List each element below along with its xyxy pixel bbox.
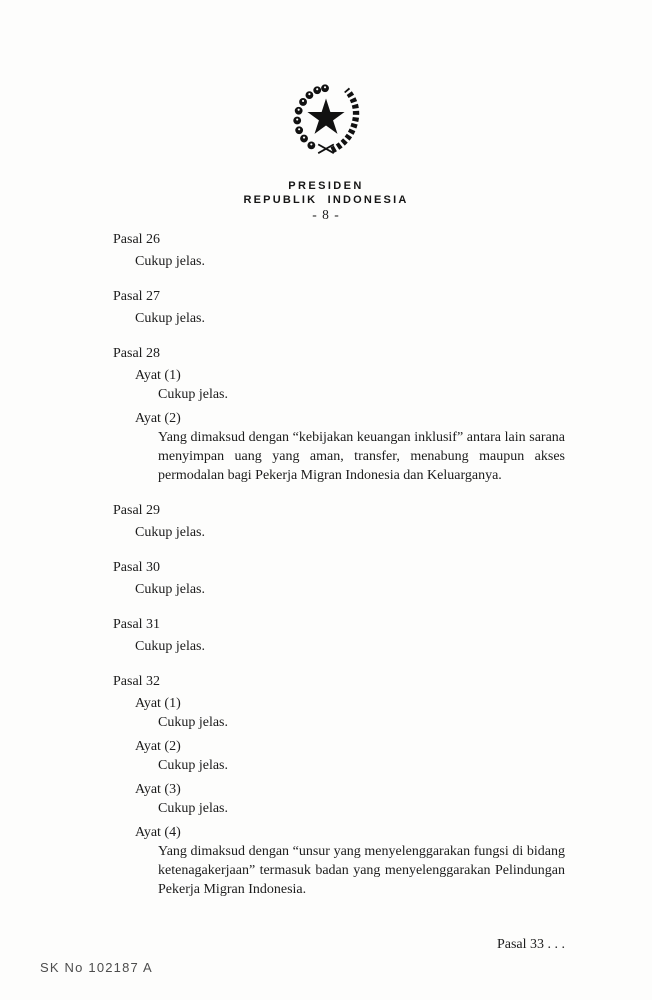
ayat-item [135, 409, 565, 485]
presidential-seal-icon [285, 79, 367, 161]
ayat-text: Yang dimaksud dengan “kebijakan keuangan inklusif” antara lain sarana menyimpan uang yang aman, transfer, menabung maupun akses permodalan bagi Pekerja Migran Indonesia dan Keluarganya. [158, 430, 565, 483]
pasal-note: Cukup jelas. [135, 254, 205, 269]
sk-number: SK No 102187 A [40, 960, 153, 975]
pasal-section [113, 230, 565, 271]
ayat-label: Ayat (3) [135, 782, 181, 797]
pasal-section [113, 287, 565, 328]
ayat-text: Yang dimaksud dengan “unsur yang menyelenggarakan fungsi di bidang ketenagakerjaan” termasuk badan yang menyelenggarakan Pelindungan Pekerja Migran Indonesia. [158, 844, 565, 897]
pasal-title: Pasal 30 [113, 560, 161, 575]
pasal-section [113, 672, 565, 899]
ayat-text: Cukup jelas. [158, 801, 228, 816]
ayat-text: Cukup jelas. [158, 715, 228, 730]
pasal-section [113, 615, 565, 656]
letterhead [0, 0, 652, 222]
letterhead-line2: REPUBLIK INDONESIA [243, 194, 409, 206]
ayat-label: Ayat (2) [135, 411, 181, 426]
ayat-label: Ayat (1) [135, 368, 181, 383]
pasal-title: Pasal 31 [113, 617, 161, 632]
pasal-note: Cukup jelas. [135, 525, 205, 540]
ayat-item [135, 366, 565, 404]
pasal-title: Pasal 26 [113, 232, 161, 247]
ayat-item [135, 694, 565, 732]
pasal-title: Pasal 27 [113, 289, 161, 304]
ayat-label: Ayat (2) [135, 739, 181, 754]
pasal-title: Pasal 32 [113, 674, 161, 689]
document-sections [113, 230, 565, 899]
ayat-text: Cukup jelas. [158, 758, 228, 773]
letterhead-line1: PRESIDEN [288, 180, 364, 192]
page-number: - 8 - [312, 207, 340, 222]
continuation-note: Pasal 33 . . . [496, 937, 565, 952]
ayat-label: Ayat (4) [135, 825, 181, 840]
pasal-title: Pasal 29 [113, 503, 161, 518]
ayat-label: Ayat (1) [135, 696, 181, 711]
pasal-section [113, 501, 565, 542]
pasal-note: Cukup jelas. [135, 311, 205, 326]
pasal-title: Pasal 28 [113, 346, 161, 361]
pasal-section [113, 344, 565, 485]
ayat-text: Cukup jelas. [158, 387, 228, 402]
pasal-note: Cukup jelas. [135, 582, 205, 597]
ayat-item [135, 780, 565, 818]
ayat-item [135, 737, 565, 775]
ayat-item [135, 823, 565, 899]
pasal-note: Cukup jelas. [135, 639, 205, 654]
pasal-section [113, 558, 565, 599]
